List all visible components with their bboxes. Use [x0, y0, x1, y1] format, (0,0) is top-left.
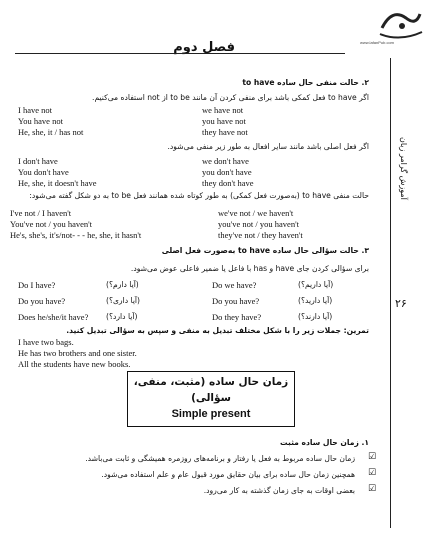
example-left: You've not / you haven't [10, 219, 93, 229]
example-left: I have not [18, 105, 52, 115]
example-right: they have not [202, 127, 248, 137]
example-left: I don't have [18, 156, 58, 166]
question-translation: (آیا داریم؟) [298, 280, 334, 289]
topic-title-box [127, 371, 295, 427]
exercise-sentence: I have two bags. [18, 337, 74, 347]
section-heading: ۳. حالت سؤالی حال ساده to have به‌صورت فعل اصلی [161, 246, 369, 255]
exercise-instruction: تمرین: جملات زیر را با شکل مختلف تبدیل به منفی و سپس به سؤالی تبدیل کنید. [66, 326, 369, 335]
question-example: Do they have? [212, 312, 262, 322]
question-translation: (آیا داری؟) [106, 296, 141, 305]
paragraph: اگر to have فعل کمکی باشد برای منفی کردن آن مانند to be از not استفاده می‌کنیم. [92, 93, 369, 102]
example-left: He, she, it doesn't have [18, 178, 97, 188]
example-left: You have not [18, 116, 63, 126]
exercise-sentence: All the students have new books. [18, 359, 131, 369]
bullet-text: زمان حال ساده مربوط به فعل یا رفتار و برنامه‌های روزمره همیشگی و ثابت می‌باشد. [85, 454, 355, 463]
side-rule [390, 58, 391, 528]
topic-title-line: سؤالی) [191, 392, 231, 404]
topic-title-english: Simple present [171, 408, 251, 420]
paragraph: برای سؤالی کردن جای have و has با فاعل یا ضمیر فاعلی عوض می‌شود. [130, 264, 369, 273]
example-left: I've not / I haven't [10, 208, 72, 218]
publisher-logo [372, 6, 428, 54]
checkmark-icon: ☑ [368, 468, 377, 478]
chapter-title: فصل دوم [173, 40, 235, 55]
paragraph: اگر فعل اصلی باشد مانند سایر افعال به طور زیر منفی می‌شود. [167, 142, 369, 151]
bullet-text: همچنین زمان حال ساده برای بیان حقایق مورد قبول عام و علم استفاده می‌شود. [101, 470, 355, 479]
question-example: Do we have? [212, 280, 257, 290]
question-translation: (آیا دارم؟) [106, 280, 139, 289]
header-rule [15, 53, 345, 54]
question-example: Do you have? [212, 296, 260, 306]
example-right: you don't have [202, 167, 252, 177]
topic-title-line: زمان حال ساده (مثبت، منفی، [133, 376, 289, 388]
example-right: we've not / we haven't [218, 208, 294, 218]
question-translation: (آیا دارد؟) [106, 312, 138, 321]
example-right: we have not [202, 105, 244, 115]
question-translation: (آیا دارید؟) [298, 296, 333, 305]
example-right: we don't have [202, 156, 249, 166]
page-number: ۲۶ [395, 297, 407, 310]
example-left: You don't have [18, 167, 69, 177]
example-right: you've not / you haven't [218, 219, 299, 229]
example-right: they don't have [202, 178, 254, 188]
question-example: Do I have? [18, 280, 56, 290]
example-right: they've not / they haven't [218, 230, 303, 240]
checkmark-icon: ☑ [368, 484, 377, 494]
question-example: Do you have? [18, 296, 66, 306]
paragraph: حالت منفی to have (به‌صورت فعل کمکی) به طور کوتاه شده همانند فعل to be به دو شکل گفته می‌شود: [29, 191, 369, 200]
example-left: He, she, it / has not [18, 127, 84, 137]
side-book-title: آموزش گرامر زبان [399, 137, 408, 200]
question-example: Does he/she/it have? [18, 312, 89, 322]
checkmark-icon: ☑ [368, 452, 377, 462]
bullet-text: بعضی اوقات به جای زمان گذشته به کار می‌رود. [203, 486, 355, 495]
question-translation: (آیا دارند؟) [298, 312, 333, 321]
section-heading: ۲. حالت منفی حال ساده to have [242, 78, 369, 87]
logo-url: www.lafanPub.com [360, 40, 395, 45]
section-heading: ۱. زمان حال ساده مثبت [279, 438, 369, 447]
exercise-sentence: He has two brothers and one sister. [18, 348, 137, 358]
example-left: He's, she's, it's/not- - - he, she, it hasn't [10, 230, 142, 240]
example-right: you have not [202, 116, 246, 126]
